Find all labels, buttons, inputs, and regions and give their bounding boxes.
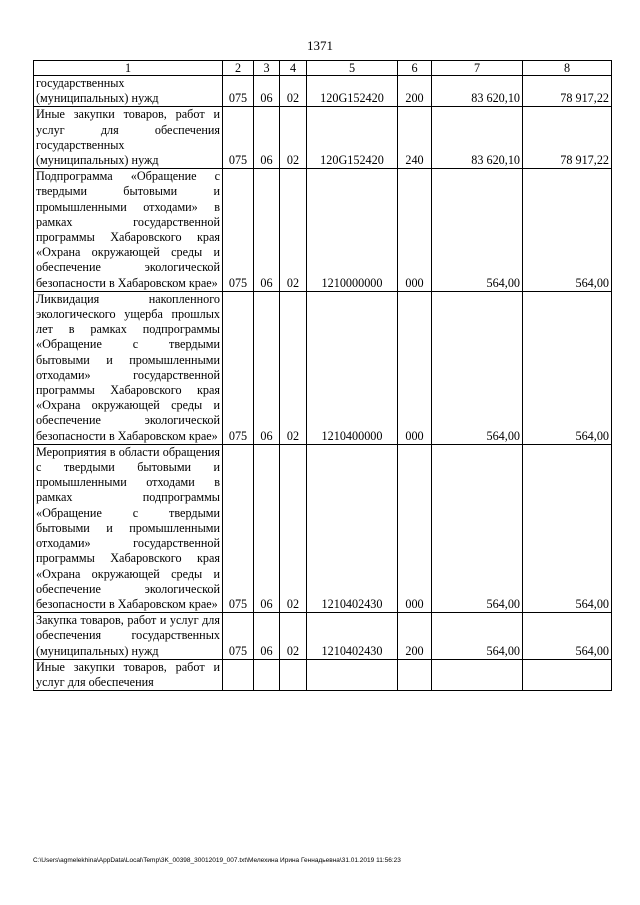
cell-empty (254, 659, 280, 690)
table-header-row (34, 61, 612, 76)
cell-expense-type: 240 (398, 107, 432, 169)
cell-subsection: 02 (280, 107, 307, 169)
cell-subsection: 02 (280, 76, 307, 107)
cell-expense-type: 200 (398, 76, 432, 107)
cell-amount-actual: 78 917,22 (523, 107, 612, 169)
cell-amount-plan: 564,00 (432, 444, 523, 612)
cell-target-article: 120G152420 (307, 107, 398, 169)
cell-ministry-code: 075 (223, 169, 254, 292)
table-row (34, 613, 612, 660)
cell-section: 06 (254, 291, 280, 444)
cell-amount-plan: 564,00 (432, 169, 523, 292)
cell-target-article: 1210400000 (307, 291, 398, 444)
row-description: Закупка товаров, работ и услуг для обеспечения государственных (муниципальных) нужд (34, 613, 223, 660)
table-row (34, 291, 612, 444)
cell-empty (223, 659, 254, 690)
cell-expense-type: 000 (398, 444, 432, 612)
column-header: 4 (280, 61, 307, 76)
cell-empty (398, 659, 432, 690)
cell-section: 06 (254, 107, 280, 169)
cell-empty (432, 659, 523, 690)
column-header: 1 (34, 61, 223, 76)
row-description: государственных (муниципальных) нужд (34, 76, 223, 107)
file-path-footer: C:\Users\agmelekhina\AppData\Local\Temp\3K_00398_30012019_007.txt\Мелехина Ирина Геннадьевна\31.01.2019 11:56:23 (33, 857, 401, 864)
cell-expense-type: 200 (398, 613, 432, 660)
cell-ministry-code: 075 (223, 444, 254, 612)
cell-target-article: 120G152420 (307, 76, 398, 107)
table-row (34, 444, 612, 612)
cell-ministry-code: 075 (223, 613, 254, 660)
table-row (34, 107, 612, 169)
cell-expense-type: 000 (398, 291, 432, 444)
cell-ministry-code: 075 (223, 76, 254, 107)
cell-subsection: 02 (280, 169, 307, 292)
cell-empty (523, 659, 612, 690)
cell-target-article: 1210402430 (307, 444, 398, 612)
cell-subsection: 02 (280, 291, 307, 444)
cell-ministry-code: 075 (223, 291, 254, 444)
row-description: Иные закупки товаров, работ и услуг для обеспечения государственных (муниципальных) нужд (34, 107, 223, 169)
row-description: Мероприятия в области обращения с твердыми бытовыми и промышленными отходами в рамках подпрограммы «Обращение с твердыми бытовыми и промышленными отходами» государственной программы Хабаровского края «Охрана окружающей среды и обеспечение экологической безопасности в Хабаровском крае» (34, 444, 223, 612)
column-header: 8 (523, 61, 612, 76)
column-header: 7 (432, 61, 523, 76)
cell-subsection: 02 (280, 444, 307, 612)
page-number: 1371 (307, 38, 333, 53)
cell-subsection: 02 (280, 613, 307, 660)
cell-section: 06 (254, 444, 280, 612)
cell-amount-actual: 564,00 (523, 613, 612, 660)
row-description: Подпрограмма «Обращение с твердыми бытовыми и промышленными отходами» в рамках государственной программы Хабаровского края «Охрана окружающей среды и обеспечение экологической безопасности в Хабаровском крае» (34, 169, 223, 292)
cell-section: 06 (254, 169, 280, 292)
table-row (34, 169, 612, 292)
cell-amount-actual: 564,00 (523, 291, 612, 444)
row-description: Ликвидация накопленного экологического ущерба прошлых лет в рамках подпрограммы «Обращение с твердыми бытовыми и промышленными отходами» государственной программы Хабаровского края «Охрана окружающей среды и обеспечение экологической безопасности в Хабаровском крае» (34, 291, 223, 444)
cell-target-article: 1210000000 (307, 169, 398, 292)
column-header: 5 (307, 61, 398, 76)
cell-amount-plan: 564,00 (432, 613, 523, 660)
cell-ministry-code: 075 (223, 107, 254, 169)
budget-table (33, 60, 612, 691)
cell-amount-actual: 78 917,22 (523, 76, 612, 107)
column-header: 3 (254, 61, 280, 76)
cell-amount-actual: 564,00 (523, 169, 612, 292)
cell-empty (307, 659, 398, 690)
column-header: 6 (398, 61, 432, 76)
cell-empty (280, 659, 307, 690)
cell-amount-actual: 564,00 (523, 444, 612, 612)
cell-amount-plan: 83 620,10 (432, 107, 523, 169)
cell-target-article: 1210402430 (307, 613, 398, 660)
table-row-partial (34, 659, 612, 690)
table-row (34, 76, 612, 107)
cell-expense-type: 000 (398, 169, 432, 292)
cell-section: 06 (254, 613, 280, 660)
cell-amount-plan: 83 620,10 (432, 76, 523, 107)
cell-amount-plan: 564,00 (432, 291, 523, 444)
cell-section: 06 (254, 76, 280, 107)
row-description: Иные закупки товаров, работ и услуг для обеспечения (34, 659, 223, 690)
column-header: 2 (223, 61, 254, 76)
